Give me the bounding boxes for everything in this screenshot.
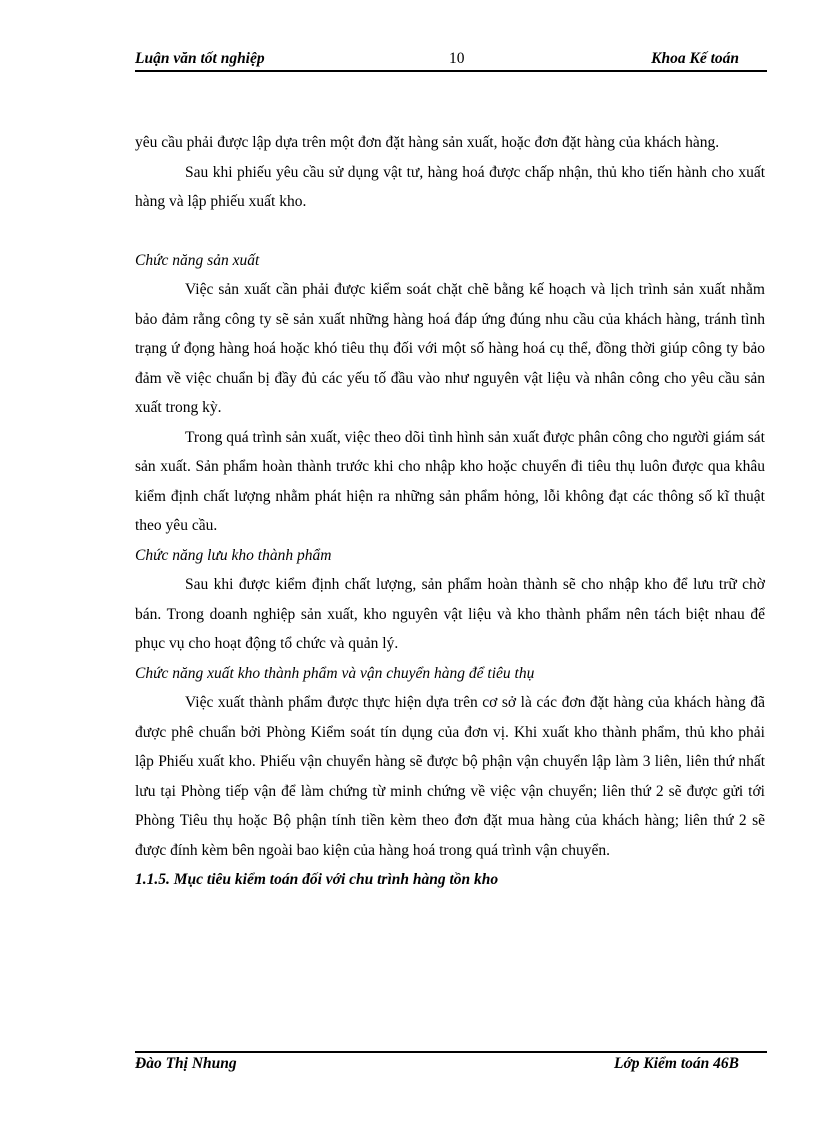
paragraph-1: yêu cầu phải được lập dựa trên một đơn đặt hàng sản xuất, hoặc đơn đặt hàng của khách hàng. <box>135 134 720 151</box>
heading-storage: Chức năng lưu kho thành phẩm <box>135 546 332 564</box>
page-footer <box>135 1055 767 1079</box>
paragraph-2: Sau khi phiếu yêu cầu sử dụng vật tư, hàng hoá được chấp nhận, thủ kho tiến hành cho xuất hàng và lập phiếu xuất kho. <box>135 163 765 210</box>
page-number: 10 <box>449 50 465 67</box>
header-thesis-title: Luận văn tốt nghiệp <box>135 50 265 67</box>
header-faculty: Khoa Kế toán <box>651 50 739 67</box>
page-body <box>135 128 765 895</box>
header-divider <box>135 70 767 72</box>
heading-shipping: Chức năng xuất kho thành phẩm và vận chuyển hàng để tiêu thụ <box>135 664 535 682</box>
paragraph-4: Trong quá trình sản xuất, việc theo dõi tình hình sản xuất được phân công cho người giám sát sản xuất. Sản phẩm hoàn thành trước khi cho nhập kho hoặc chuyển đi tiêu thụ luôn được qua khâu kiểm định chất lượng nhằm phát hiện ra những sản phẩm hỏng, lỗi không đạt các thông số kĩ thuật theo yêu cầu. <box>135 428 765 534</box>
spacer <box>135 217 765 246</box>
heading-production: Chức năng sản xuất <box>135 251 260 269</box>
footer-divider <box>135 1051 767 1053</box>
paragraph-6: Việc xuất thành phẩm được thực hiện dựa trên cơ sở là các đơn đặt hàng của khách hàng đã được phê chuẩn bởi Phòng Kiểm soát tín dụng của đơn vị. Khi xuất kho thành phẩm, thủ kho phải lập Phiếu xuất kho. Phiếu vận chuyển hàng sẽ được bộ phận vận chuyển lập làm 3 liên, liên thứ nhất lưu tại Phòng tiếp vận để làm chứng từ minh chứng về việc vận chuyển; liên thứ 2 sẽ được gửi tới Phòng Tiêu thụ hoặc Bộ phận tính tiền kèm theo đơn đặt mua hàng của khách hàng; liên thứ 2 sẽ được đính kèm bên ngoài bao kiện của hàng hoá trong quá trình vận chuyển. <box>135 694 765 859</box>
footer-author: Đào Thị Nhung <box>135 1055 237 1072</box>
page-header <box>135 46 767 72</box>
paragraph-3: Việc sản xuất cần phải được kiểm soát chặt chẽ bằng kế hoạch và lịch trình sản xuất nhằm bảo đảm rằng công ty sẽ sản xuất những hàng hoá đáp ứng đúng nhu cầu của khách hàng, tránh tình trạng ứ đọng hàng hoá hoặc khó tiêu thụ đối với một số hàng hoá cụ thể, đồng thời giúp công ty bảo đảm về việc chuẩn bị đầy đủ các yếu tố đầu vào như nguyên vật liệu và nhân công cho yêu cầu sản xuất trong kỳ. <box>135 281 765 416</box>
section-title: 1.1.5. Mục tiêu kiểm toán đối với chu trình hàng tồn kho <box>135 871 499 888</box>
footer-class: Lớp Kiểm toán 46B <box>613 1055 739 1072</box>
paragraph-5: Sau khi được kiểm định chất lượng, sản phẩm hoàn thành sẽ cho nhập kho để lưu trữ chờ bán. Trong doanh nghiệp sản xuất, kho nguyên vật liệu và kho thành phẩm nên tách biệt nhau để phục vụ cho hoạt động tổ chức và quản lý. <box>135 576 765 652</box>
